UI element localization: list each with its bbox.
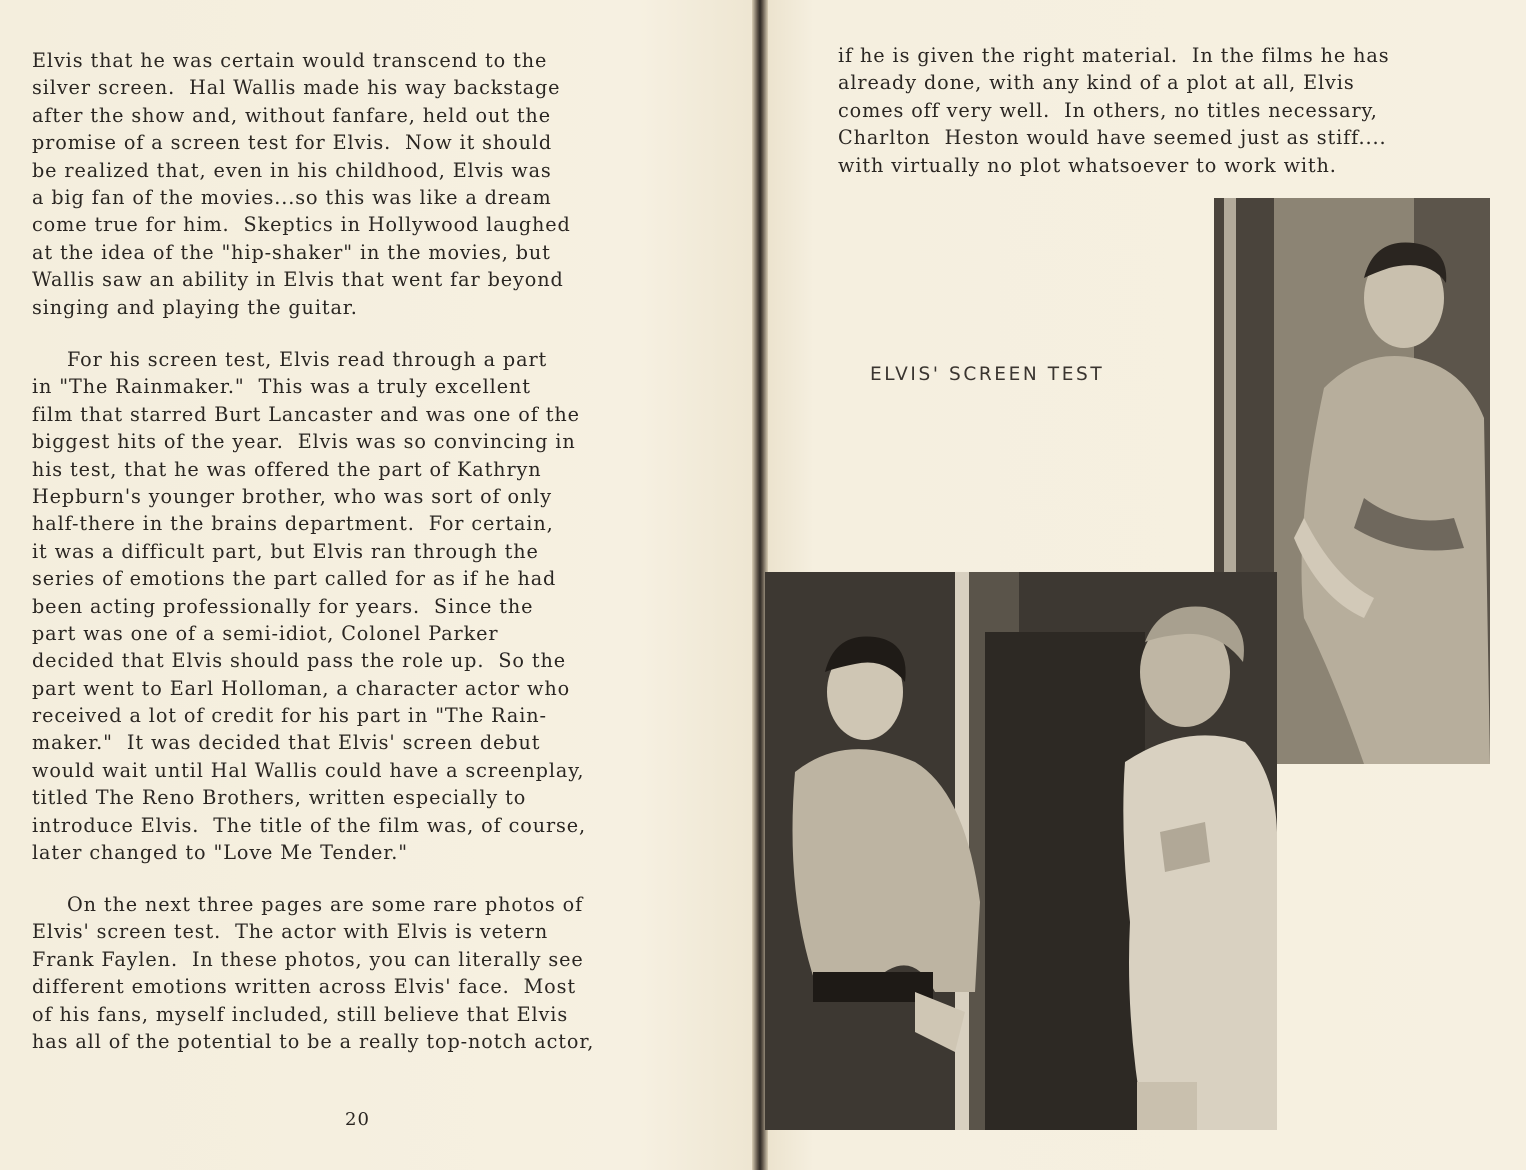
text-line: titled The Reno Brothers, written especially to [32, 786, 527, 810]
text-line: comes off very well. In others, no titles necessary, [838, 98, 1378, 122]
photo-caption: ELVIS' SCREEN TEST [870, 364, 1105, 385]
text-line: part was one of a semi-idiot, Colonel Parker [32, 621, 499, 645]
text-line: already done, with any kind of a plot at all, Elvis [838, 71, 1355, 95]
text-line: On the next three pages are some rare photos of [32, 893, 584, 916]
text-line: part went to Earl Holloman, a character actor who [32, 676, 571, 700]
left-paragraph-1 [32, 47, 571, 321]
text-line: introduce Elvis. The title of the film was, of course, [32, 813, 587, 837]
text-line: Wallis saw an ability in Elvis that went far beyond [32, 268, 564, 292]
text-line: come true for him. Skeptics in Hollywood laughed [32, 213, 571, 237]
text-line: singing and playing the guitar. [32, 295, 358, 319]
text-line: Hepburn's younger brother, who was sort of only [32, 484, 553, 508]
text-line: Elvis' screen test. The actor with Elvis is vetern [32, 920, 549, 944]
text-line: received a lot of credit for his part in "The Rain- [32, 704, 547, 728]
text-line: after the show and, without fanfare, held out the [32, 103, 551, 127]
text-line: series of emotions the part called for as if he had [32, 567, 557, 591]
text-line: would wait until Hal Wallis could have a screenplay, [32, 758, 585, 782]
text-line: Charlton Heston would have seemed just as stiff.... [838, 126, 1387, 150]
text-line: film that starred Burt Lancaster and was one of the [32, 402, 580, 426]
right-paragraph-1 [838, 42, 1390, 179]
text-line: be realized that, even in his childhood, Elvis was [32, 158, 552, 182]
text-line: later changed to "Love Me Tender." [32, 841, 408, 865]
text-line: maker." It was decided that Elvis' screen debut [32, 731, 541, 755]
text-line: silver screen. Hal Wallis made his way backstage [32, 76, 561, 100]
text-line: For his screen test, Elvis read through a part [32, 348, 548, 371]
left-page [0, 0, 752, 1170]
page-number: 20 [345, 1109, 370, 1130]
text-line: with virtually no plot whatsoever to work with. [838, 153, 1337, 177]
text-line: if he is given the right material. In the films he has [838, 44, 1390, 67]
text-line: biggest hits of the year. Elvis was so convincing in [32, 430, 576, 454]
text-line: Elvis that he was certain would transcend to the [32, 49, 548, 72]
text-line: half-there in the brains department. For certain, [32, 512, 554, 536]
text-line: his test, that he was offered the part of Kathryn [32, 457, 542, 481]
text-line: promise of a screen test for Elvis. Now it should [32, 131, 553, 155]
text-line: been acting professionally for years. Since the [32, 594, 534, 618]
text-line: Frank Faylen. In these photos, you can literally see [32, 947, 584, 971]
left-paragraph-3 [32, 891, 594, 1055]
text-line: in "The Rainmaker." This was a truly excellent [32, 375, 531, 399]
text-line: a big fan of the movies...so this was like a dream [32, 185, 552, 209]
left-paragraph-2 [32, 346, 586, 866]
text-line: at the idea of the "hip-shaker" in the movies, but [32, 240, 551, 264]
text-line: has all of the potential to be a really top-notch actor, [32, 1029, 595, 1053]
text-line: decided that Elvis should pass the role up. So the [32, 649, 566, 673]
screen-test-photo-elvis-and-actor [765, 572, 1277, 1130]
text-line: different emotions written across Elvis' face. Most [32, 975, 576, 999]
text-line: of his fans, myself included, still believe that Elvis [32, 1002, 569, 1026]
text-line: it was a difficult part, but Elvis ran through the [32, 539, 539, 563]
